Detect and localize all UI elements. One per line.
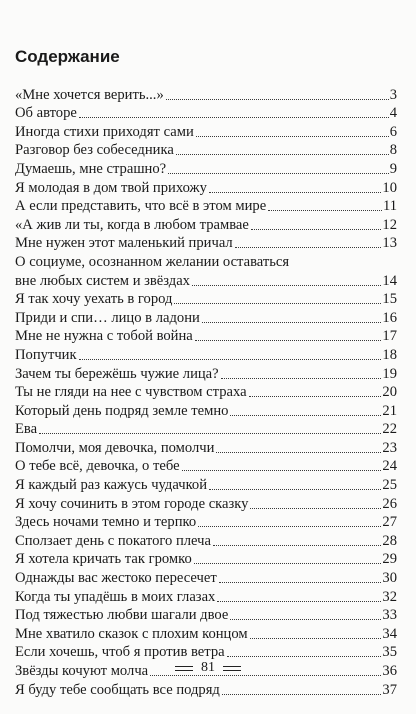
- toc-leader-dots: [39, 433, 381, 434]
- page-footer: [0, 660, 416, 676]
- toc-entry: [15, 289, 397, 308]
- toc-entry-page: 14: [382, 272, 397, 289]
- toc-entry-page: 17: [382, 328, 397, 345]
- toc-leader-dots: [166, 99, 389, 100]
- toc-leader-dots: [250, 508, 381, 509]
- toc-entry-page: 37: [382, 681, 397, 698]
- toc-leader-dots: [198, 526, 381, 527]
- toc-entry-title: вне любых систем и звёздах: [15, 272, 190, 289]
- toc-entry: [15, 530, 397, 549]
- toc-entry-title: Когда ты упадёшь в моих глазах: [15, 588, 216, 605]
- toc-entry: [15, 400, 397, 419]
- toc-entry: [15, 567, 397, 586]
- toc-entry: [15, 307, 397, 326]
- toc-entry-title: Разговор без собеседника: [15, 142, 174, 159]
- toc-entry-title: Мне нужен этот маленький причал: [15, 235, 233, 252]
- toc-leader-dots: [196, 136, 389, 137]
- toc-entry-page: 24: [382, 458, 397, 475]
- toc-entry: [15, 456, 397, 475]
- toc-leader-dots: [222, 694, 382, 695]
- toc-entry-page: 26: [382, 495, 397, 512]
- toc-entry-title: Мне хватило сказок с плохим концом: [15, 625, 248, 642]
- toc-leader-dots: [79, 359, 382, 360]
- toc-entry-page: 3: [389, 86, 397, 103]
- toc-entry-title: Я каждый раз кажусь чудачкой: [15, 477, 208, 494]
- toc-leader-dots: [168, 173, 389, 174]
- toc-leader-dots: [209, 192, 382, 193]
- toc-entry-title: О тебе всё, девочка, о тебе: [15, 458, 180, 475]
- toc-entry-title: «Мне хочется верить...»: [15, 86, 164, 103]
- toc-entry-title: Попутчик: [15, 346, 77, 363]
- toc-entry: [15, 623, 397, 642]
- toc-entry-page: 25: [382, 477, 397, 494]
- toc-leader-dots: [251, 229, 382, 230]
- toc-entry-title: Приди и спи… лицо в ладони: [15, 309, 200, 326]
- toc-entry-title: Ева: [15, 421, 38, 438]
- toc-entry-page: 10: [382, 179, 397, 196]
- toc-entry-title: Я буду тебе сообщать все подряд: [15, 681, 220, 698]
- toc-entry-page: 13: [382, 235, 397, 252]
- toc-entry-page: 16: [382, 309, 397, 326]
- toc-entry: [15, 474, 397, 493]
- toc-entry-page: 9: [389, 160, 397, 177]
- toc-leader-dots: [192, 285, 381, 286]
- toc-entry-title: Если хочешь, чтоб я против ветра: [15, 644, 225, 661]
- toc-entry: [15, 140, 397, 159]
- toc-entry-title: Помолчи, моя девочка, помолчи: [15, 439, 215, 456]
- page-title: Содержание: [15, 47, 120, 66]
- toc-entry-title: Звёзды кочуют молча: [15, 663, 149, 679]
- toc-leader-dots: [235, 247, 382, 248]
- toc-leader-dots: [221, 378, 382, 379]
- toc-entry-title: Однажды вас жестоко пересечет: [15, 570, 217, 587]
- toc-entry: [15, 233, 397, 252]
- toc-entry: [15, 493, 397, 512]
- toc-entry-page: 21: [382, 402, 397, 419]
- toc-leader-dots: [195, 340, 382, 341]
- toc-entry: [15, 363, 397, 382]
- toc-entry-title: Мне не нужна с тобой война: [15, 328, 193, 345]
- toc-entry-title: Сползает день с покатого плеча: [15, 532, 211, 549]
- toc-entry: [15, 679, 397, 698]
- toc-entry: [15, 605, 397, 624]
- toc-entry: [15, 419, 397, 438]
- toc-entry-title: Думаешь, мне страшно?: [15, 160, 167, 177]
- toc-entry-title: Я хочу сочинить в этом городе сказку: [15, 495, 249, 512]
- toc-entry-title: О социуме, осознанном желании оставаться: [15, 253, 290, 270]
- toc-entry-title: «А жив ли ты, когда в любом трамвае: [15, 216, 249, 233]
- toc-entry: [15, 158, 397, 177]
- toc-entry: [15, 512, 397, 531]
- toc-leader-dots: [249, 396, 382, 397]
- footer-rule-left: [175, 666, 193, 671]
- page-number: 81: [201, 660, 215, 675]
- toc-leader-dots: [216, 452, 381, 453]
- toc-entry-page: 23: [382, 439, 397, 456]
- toc-leader-dots: [230, 619, 381, 620]
- toc-entry-page: 29: [382, 551, 397, 568]
- toc-leader-dots: [202, 322, 382, 323]
- toc-entry-title: Я молодая в дом твой прихожу: [15, 179, 207, 196]
- toc-leader-dots: [176, 154, 389, 155]
- toc-entry-page: 30: [382, 570, 397, 587]
- toc-leader-dots: [182, 470, 382, 471]
- toc-entry: [15, 214, 397, 233]
- toc-entry-page: 27: [382, 514, 397, 531]
- toc-entry-page: 4: [389, 105, 397, 122]
- toc-leader-dots: [79, 117, 389, 118]
- toc-leader-dots: [250, 638, 382, 639]
- toc-entry-title: Который день подряд земле темно: [15, 402, 229, 419]
- toc-leader-dots: [268, 210, 382, 211]
- toc-leader-dots: [194, 563, 382, 564]
- toc-leader-dots: [217, 601, 381, 602]
- toc-entry-page: 33: [382, 607, 397, 624]
- toc-entry: [15, 177, 397, 196]
- toc-entry: [15, 121, 397, 140]
- toc-entry-title: Я хотела кричать так громко: [15, 551, 192, 568]
- toc-entry: [15, 270, 397, 289]
- toc-entry-page: 18: [382, 346, 397, 363]
- toc-entry-page: 20: [382, 384, 397, 401]
- toc-leader-dots: [213, 545, 381, 546]
- toc-entry: [15, 84, 397, 103]
- toc-entry-page: 15: [382, 291, 397, 308]
- toc-entry-page: 35: [382, 644, 397, 661]
- toc-entry-page: 19: [382, 365, 397, 382]
- toc-entry-page: 8: [389, 142, 397, 159]
- toc-entry: [15, 437, 397, 456]
- toc-entry-page: 6: [389, 123, 397, 140]
- toc-entry-title: А если представить, что всё в этом мире: [15, 198, 267, 215]
- toc-entry-title: Я так хочу уехать в город: [15, 291, 173, 308]
- toc-entry-title: Здесь ночами темно и терпко: [15, 514, 197, 531]
- toc-leader-dots: [227, 656, 382, 657]
- toc-entry-page: 11: [382, 198, 397, 215]
- toc-entry-page: 36: [382, 663, 397, 679]
- toc-leader-dots: [219, 582, 382, 583]
- toc-entry: [15, 642, 397, 661]
- toc-entry-title: Под тяжестью любви шагали двое: [15, 607, 229, 624]
- toc-entry-page: 12: [382, 216, 397, 233]
- toc-entry: [15, 549, 397, 568]
- toc-entry: [15, 103, 397, 122]
- toc-entry: [15, 196, 397, 215]
- toc-entry-title: Зачем ты бережёшь чужие лица?: [15, 365, 219, 382]
- table-of-contents: [15, 84, 397, 698]
- toc-entry-page: 22: [382, 421, 397, 438]
- toc-entry-title: Об авторе: [15, 105, 77, 122]
- toc-entry: [15, 382, 397, 401]
- footer-rule-right: [223, 666, 241, 671]
- toc-leader-dots: [230, 415, 381, 416]
- toc-entry-page: 28: [382, 532, 397, 549]
- toc-leader-dots: [209, 489, 381, 490]
- toc-entry: [15, 326, 397, 345]
- toc-entry: [15, 344, 397, 363]
- toc-entry-page: 32: [382, 588, 397, 605]
- toc-entry-title: Ты не гляди на нее с чувством страха: [15, 384, 247, 401]
- toc-entry: [15, 251, 397, 270]
- toc-leader-dots: [174, 303, 381, 304]
- toc-entry-title: Иногда стихи приходят сами: [15, 123, 194, 140]
- toc-entry: [15, 586, 397, 605]
- toc-entry-page: 34: [382, 625, 397, 642]
